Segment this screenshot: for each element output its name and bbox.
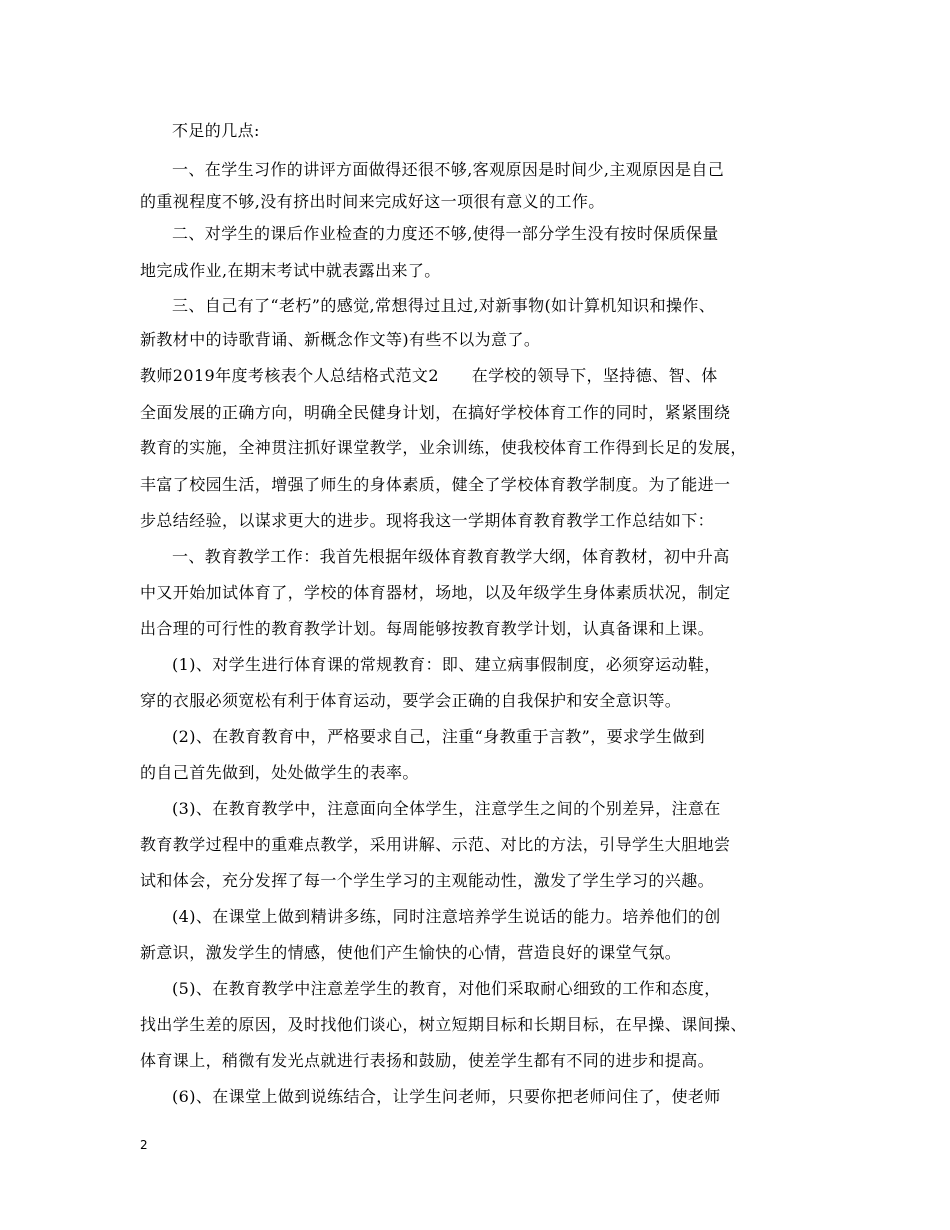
text-line: 一、在学生习作的讲评方面做得还很不够,客观原因是时间少,主观原因是自己 [172,160,725,179]
text-line: 一、教育教学工作：我首先根据年级体育教育教学大纲，体育教材，初中升高 [172,547,730,566]
text-line: 全面发展的正确方向，明确全民健身计划，在搞好学校体育工作的同时，紧紧围绕 [140,403,731,422]
text-line: 新意识，激发学生的情感，使他们产生愉快的心情，营造良好的课堂气氛。 [140,943,682,962]
text-line: 的重视程度不够,没有挤出时间来完成好这一项很有意义的工作。 [140,192,605,211]
text-line: 新教材中的诗歌背诵、新概念作文等)有些不以为意了。 [140,330,541,349]
text-line: 步总结经验，以谋求更大的进步。现将我这一学期体育教育教学工作总结如下： [140,511,715,530]
text-line: 丰富了校园生活，增强了师生的身体素质，健全了学校体育教学制度。为了能进一 [140,475,731,494]
text-line: (6)、在课堂上做到说练结合，让学生问老师，只要你把老师问住了，使老师 [172,1087,721,1106]
text-line: 二、对学生的课后作业检查的力度还不够,使得一部分学生没有按时保质保量 [172,224,719,243]
text-line: 教育的实施，全神贯注抓好课堂教学，业余训练，使我校体育工作得到长足的发展， [140,438,747,457]
text-line: 体育课上，稍微有发光点就进行表扬和鼓励，使差学生都有不同的进步和提高。 [140,1051,715,1070]
text-line: 穿的衣服必须宽松有利于体育运动，要学会正确的自我保护和安全意识等。 [140,691,682,710]
text-line: 教师2019年度考核表个人总结格式范文2 在学校的领导下，坚持德、智、体 [140,366,718,385]
text-line: 出合理的可行性的教育教学计划。每周能够按教育教学计划，认真备课和上课。 [140,619,715,638]
text-line: (1)、对学生进行体育课的常规教育：即、建立病事假制度，必须穿运动鞋， [172,655,721,674]
text-line: 地完成作业,在期末考试中就表露出来了。 [140,261,441,280]
text-line: (3)、在教育教学中，注意面向全体学生，注意学生之间的个别差异，注意在 [172,799,721,818]
text-line: 的自己首先做到，处处做学生的表率。 [140,763,419,782]
text-line: (2)、在教育教育中，严格要求自己，注重“身教重于言教”，要求学生做到 [172,727,706,746]
page-number: 2 [140,1138,148,1152]
text-line: (5)、在教育教学中注意差学生的教育，对他们采取耐心细致的工作和态度， [172,979,721,998]
text-line: 找出学生差的原因，及时找他们谈心，树立短期目标和长期目标，在早操、课间操、 [140,1015,747,1034]
text-line: 试和体会，充分发挥了每一个学生学习的主观能动性，激发了学生学习的兴趣。 [140,871,715,890]
text-line: 不足的几点: [172,121,260,140]
text-line: (4)、在课堂上做到精讲多练，同时注意培养学生说话的能力。培养他们的创 [172,907,721,926]
text-line: 三、自己有了“老朽”的感觉,常想得过且过,对新事物(如计算机知识和操作、 [172,296,716,315]
text-line: 中又开始加试体育了，学校的体育器材，场地，以及年级学生身体素质状况，制定 [140,583,731,602]
text-line: 教育教学过程中的重难点教学，采用讲解、示范、对比的方法，引导学生大胆地尝 [140,835,731,854]
